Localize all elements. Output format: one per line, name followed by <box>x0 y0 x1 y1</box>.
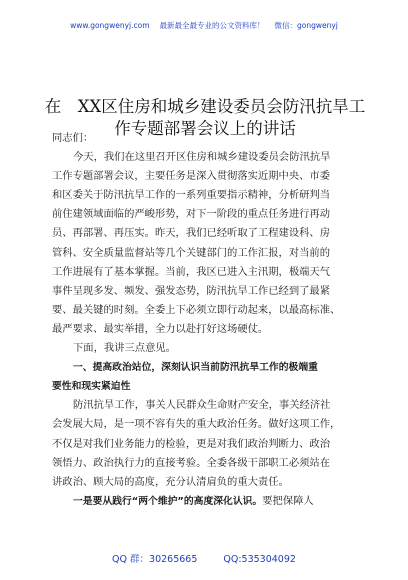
paragraph-section-1 <box>52 396 364 491</box>
paragraph-point-1 <box>52 492 364 511</box>
paragraph-line: 讲政治、顾大局的高度，充分认清肩负的重大责任。 <box>52 475 289 488</box>
paragraph-line: 员、再部署、再压实。昨天，我们已经听取了工程建设科、房 <box>52 227 331 240</box>
footer-qq-group: QQ 群：30265665 <box>112 554 198 565</box>
section-heading-1 <box>52 358 364 396</box>
title-line-1: 在 XX区住房和城乡建设委员会防汛抗旱工 <box>44 97 366 116</box>
paragraph-line: 最严要求、最实举措，全力以赴打好这场硬仗。 <box>52 322 269 335</box>
paragraph-line: 管科、安全质量监督站等几个关键部门的工作汇报，对当前的 <box>52 246 331 259</box>
heading-line: 一、提高政治站位，深刻认识当前防汛抗旱工作的极端重 <box>73 362 318 374</box>
title-line-2: 作专题部署会议上的讲话 <box>114 119 296 138</box>
point-1-text: 要把保障人 <box>262 494 314 507</box>
paragraph-intro-points: 下面，我讲三点意见。 <box>73 342 176 355</box>
paragraph-line: 事件呈现多发、频发、强发态势，防汛抗旱工作已经到了最紧 <box>52 284 331 297</box>
footer-qq: QQ:535304092 <box>223 554 296 565</box>
paragraph-line: 工作专题部署会议，主要任务是深入贯彻落实近期中央、市委 <box>52 170 331 183</box>
header-slogan: 最新最全最专业的公文资料库！ <box>159 21 265 30</box>
paragraph-opening <box>52 148 364 339</box>
document-body <box>52 129 364 511</box>
salutation: 同志们： <box>52 132 94 144</box>
footer-bar <box>0 551 408 565</box>
header-site-link[interactable]: www.gongwenyj.com <box>70 21 150 30</box>
paragraph-line: 前住建领域面临的严峻形势，对下一阶段的重点任务进行再动 <box>52 208 331 221</box>
paragraph-line: 会发展大局，是一项不容有失的重大政治任务。做好这项工作， <box>52 418 341 431</box>
point-1-lead: 一是要从践行“两个维护”的高度深化认识。 <box>73 495 263 507</box>
header-wechat: 微信：gongwenyj <box>274 21 338 30</box>
paragraph-line: 不仅是对我们业务能力的检验，更是对我们政治判断力、政治 <box>52 437 331 450</box>
header-bar <box>0 20 408 31</box>
paragraph-line: 防汛抗旱工作，事关人民群众生命财产安全，事关经济社 <box>73 399 331 412</box>
paragraph-line: 和区委关于防汛抗旱工作的一系列重要指示精神，分析研判当 <box>52 189 331 202</box>
heading-line: 要性和现实紧迫性 <box>52 381 131 393</box>
paragraph-line: 领悟力、政治执行力的直接考验。全委各级干部职工必须站在 <box>52 456 331 469</box>
paragraph-line: 今天，我们在这里召开区住房和城乡建设委员会防汛抗旱 <box>73 151 331 164</box>
paragraph-line: 工作进展有了基本掌握。当前，我区已进入主汛期，极端天气 <box>52 265 331 278</box>
paragraph-line: 要、最关键的时刻。全委上下必须立即行动起来，以最高标准、 <box>52 303 341 316</box>
